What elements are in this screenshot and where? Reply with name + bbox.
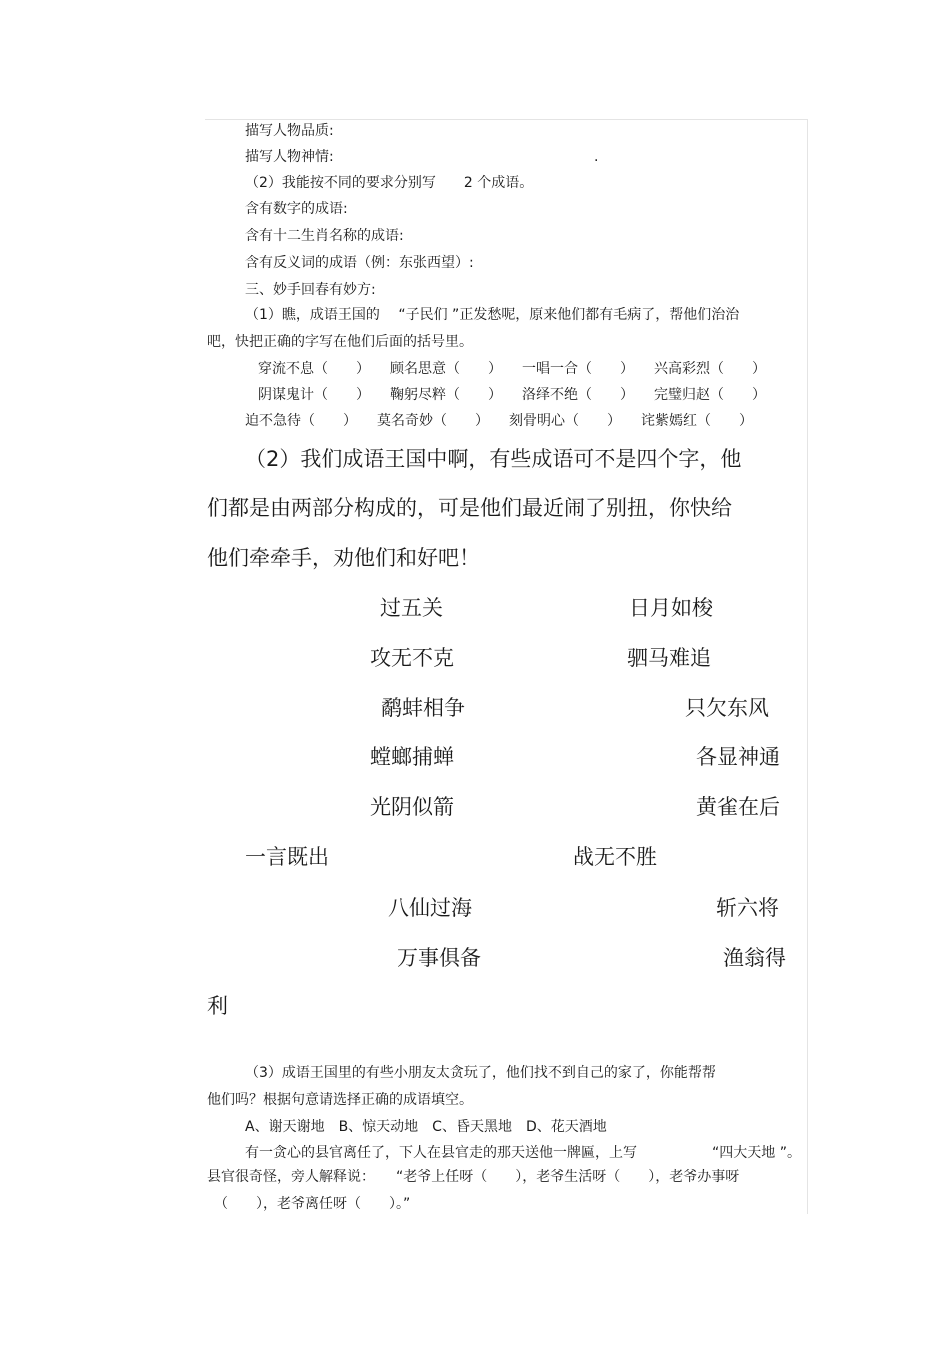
idiom-fragment-left: 一言既出	[245, 845, 329, 869]
plaque-text: “四大天地 ”。	[712, 1145, 801, 1161]
line-zodiac-idioms: 含有十二生肖名称的成语:	[245, 228, 404, 244]
idiom-fragment-left: 过五关	[380, 596, 443, 620]
idiom-fragment-right: 斩六将	[716, 896, 779, 920]
idiom-item: 诧紫嫣红（ ）	[641, 413, 753, 429]
idiom-item: 兴高彩烈（ ）	[654, 361, 766, 377]
line-character-expression: 描写人物神情:	[245, 149, 334, 165]
idiom-fragment-right: 黄雀在后	[696, 795, 780, 819]
part3-instruction-line2: 他们吗？根据句意请选择正确的成语填空。	[207, 1092, 473, 1108]
part1-instruction-line1: （1）瞧，成语王国的 “子民们 ”正发愁呢，原来他们都有毛病了，帮他们治治	[245, 307, 740, 323]
idiom-fragment-left: 螳螂捕蝉	[370, 745, 454, 769]
part1-instruction-line2: 吧，快把正确的字写在他们后面的括号里。	[207, 334, 473, 350]
part2-instruction-line1: （2）我们成语王国中啊，有些成语可不是四个字，他	[245, 447, 742, 471]
page-border-right	[807, 119, 808, 1214]
blank-dot: .	[594, 149, 599, 165]
idiom-fragment-right: 日月如梭	[629, 596, 713, 620]
idiom-fragment-left: 攻无不克	[370, 646, 454, 670]
idiom-item: 穿流不息（ ）	[258, 361, 370, 377]
line-antonym-idioms: 含有反义词的成语（例：东张西望）:	[245, 255, 474, 271]
story-line1: 有一贪心的县官离任了，下人在县官走的那天送他一牌匾，上写	[245, 1145, 637, 1161]
part3-instruction-line1: （3）成语王国里的有些小朋友太贪玩了，他们找不到自己的家了，你能帮帮	[245, 1065, 716, 1081]
idiom-item: 完璧归赵（ ）	[654, 387, 766, 403]
line-character-quality: 描写人物品质:	[245, 123, 334, 139]
section-three-heading: 三、妙手回春有妙方:	[245, 282, 376, 298]
idiom-item: 阴谋鬼计（ ）	[258, 387, 370, 403]
idiom-item: 莫名奇妙（ ）	[377, 413, 489, 429]
idiom-fragment-left: 鹬蚌相争	[381, 696, 465, 720]
idiom-fragment-left: 八仙过海	[388, 896, 472, 920]
idiom-fragment-left: 光阴似箭	[370, 795, 454, 819]
idiom-fragment-right: 战无不胜	[573, 845, 657, 869]
idiom-fragment-right: 只欠东风	[685, 696, 769, 720]
answer-options: A、谢天谢地 B、惊天动地 C、昏天黑地 D、花天酒地	[245, 1119, 607, 1135]
story-line3: （ ），老爷离任呀（ ）。”	[214, 1196, 411, 1212]
line-write-two-idioms: （2）我能按不同的要求分别写 2 个成语。	[245, 175, 534, 191]
part2-instruction-line3: 他们牵牵手，劝他们和好吧！	[207, 546, 480, 570]
idiom-item: 洛绎不绝（ ）	[522, 387, 634, 403]
idiom-item: 顾名思意（ ）	[390, 361, 502, 377]
idiom-fragment-right: 各显神通	[696, 745, 780, 769]
idiom-fragment-right: 驷马难追	[627, 646, 711, 670]
idiom-item: 迫不急待（ ）	[245, 413, 357, 429]
page-border-top	[205, 119, 807, 120]
idiom-fragment-right: 渔翁得	[723, 946, 786, 970]
part2-instruction-line2: 们都是由两部分构成的，可是他们最近闹了别扭，你快给	[207, 496, 732, 520]
story-line2: 县官很奇怪，旁人解释说： “老爷上任呀（ ），老爷生活呀（ ），老爷办事呀	[207, 1169, 740, 1185]
idiom-item: 一唱一合（ ）	[522, 361, 634, 377]
idiom-item: 刻骨明心（ ）	[509, 413, 621, 429]
idiom-fragment-left: 万事俱备	[397, 946, 481, 970]
idiom-fragment-wrap: 利	[207, 994, 228, 1018]
line-number-idioms: 含有数字的成语:	[245, 201, 348, 217]
idiom-item: 鞠躬尽粹（ ）	[390, 387, 502, 403]
